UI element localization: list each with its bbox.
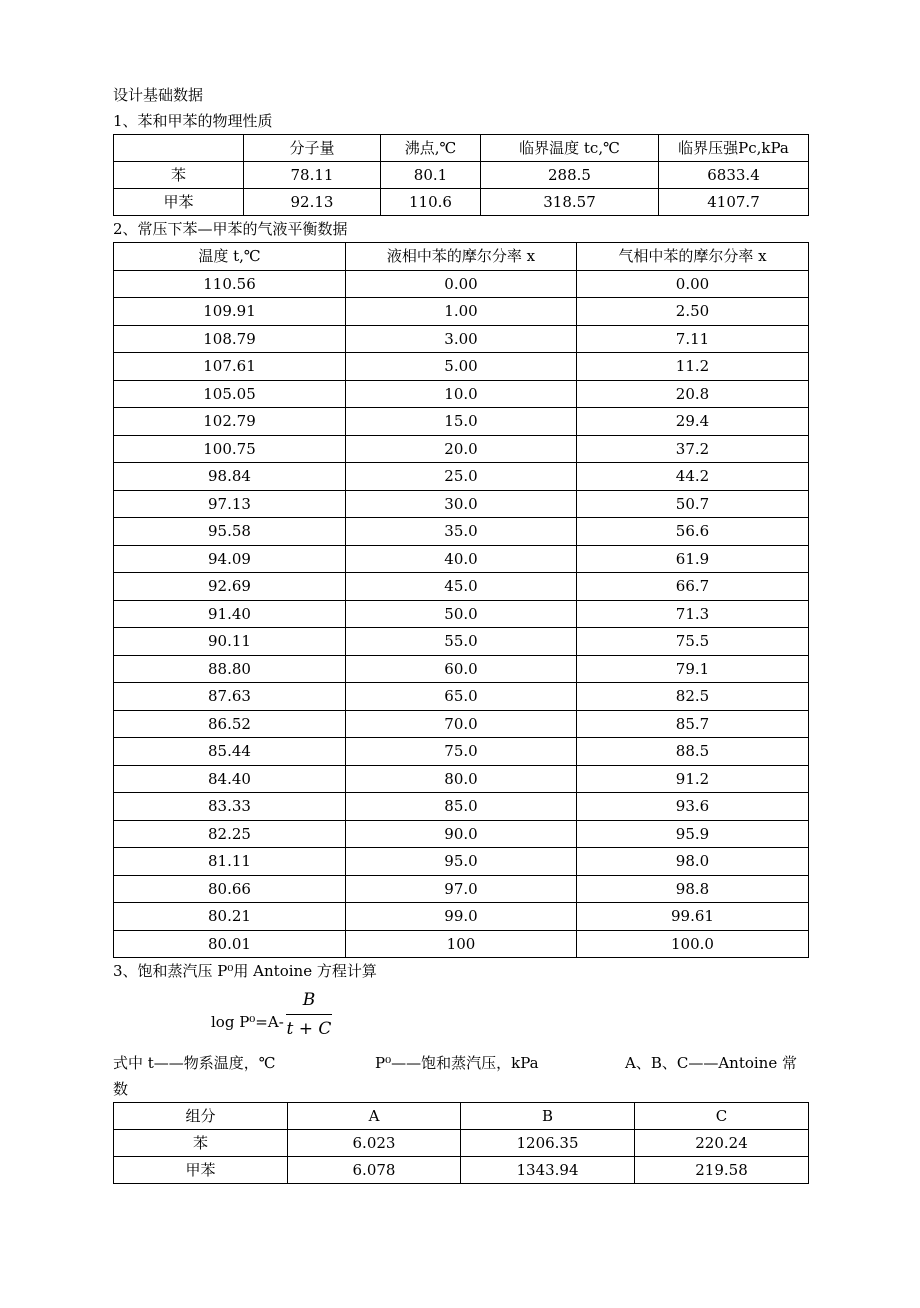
table-header-cell: 气相中苯的摩尔分率 x [577, 243, 809, 271]
formula-legend [113, 1050, 808, 1076]
table-cell: 6833.4 [659, 162, 809, 189]
table-row [114, 545, 809, 573]
legend-t: 式中 t——物系温度，℃ [113, 1054, 276, 1072]
table-cell: 81.11 [114, 848, 346, 876]
table-row [114, 573, 809, 601]
table-cell: 甲苯 [114, 189, 244, 216]
table-header-cell: 液相中苯的摩尔分率 x [346, 243, 577, 271]
section-2-title: 2、常压下苯—甲苯的气液平衡数据 [113, 220, 348, 238]
table-cell: 30.0 [346, 490, 577, 518]
table-cell: 11.2 [577, 353, 809, 381]
table-cell: 99.61 [577, 903, 809, 931]
table-cell: 107.61 [114, 353, 346, 381]
table-cell: 71.3 [577, 600, 809, 628]
table-cell: 50.7 [577, 490, 809, 518]
table-cell: 97.13 [114, 490, 346, 518]
table-cell: 90.11 [114, 628, 346, 656]
table-cell: 219.58 [635, 1157, 809, 1184]
table-header-cell: 临界温度 tc,℃ [481, 135, 659, 162]
table-cell: 86.52 [114, 710, 346, 738]
table-row [114, 408, 809, 436]
table-cell: 0.00 [577, 270, 809, 298]
section-3-title: 3、饱和蒸汽压 P⁰用 Antoine 方程计算 [113, 962, 377, 980]
table-cell: 95.9 [577, 820, 809, 848]
table-cell: 99.0 [346, 903, 577, 931]
table-row [114, 189, 809, 216]
table-cell: 318.57 [481, 189, 659, 216]
table-row [114, 655, 809, 683]
table-row [114, 738, 809, 766]
table-cell: 50.0 [346, 600, 577, 628]
table-cell: 82.25 [114, 820, 346, 848]
table-row [114, 380, 809, 408]
table-cell: 6.023 [288, 1130, 461, 1157]
table-header-cell: 分子量 [244, 135, 381, 162]
table-cell: 88.80 [114, 655, 346, 683]
table-cell: 甲苯 [114, 1157, 288, 1184]
table-cell: 98.84 [114, 463, 346, 491]
table-row [114, 490, 809, 518]
table-header-cell: A [288, 1103, 461, 1130]
table-header-cell: C [635, 1103, 809, 1130]
table-cell: 20.0 [346, 435, 577, 463]
formula-denominator: t + C [286, 1019, 332, 1039]
table-cell: 56.6 [577, 518, 809, 546]
table-row [114, 270, 809, 298]
table-cell: 90.0 [346, 820, 577, 848]
table-row [114, 353, 809, 381]
table-header-cell: B [461, 1103, 635, 1130]
table-row [114, 1130, 809, 1157]
table-row [114, 875, 809, 903]
document-heading: 设计基础数据 [113, 86, 204, 104]
table-cell: 苯 [114, 162, 244, 189]
table-cell: 20.8 [577, 380, 809, 408]
table-cell: 44.2 [577, 463, 809, 491]
table-cell: 83.33 [114, 793, 346, 821]
table-cell: 85.44 [114, 738, 346, 766]
table-cell: 91.2 [577, 765, 809, 793]
table-cell: 84.40 [114, 765, 346, 793]
table-cell: 25.0 [346, 463, 577, 491]
table-cell: 80.21 [114, 903, 346, 931]
formula-fraction [286, 986, 332, 1043]
table-cell: 79.1 [577, 655, 809, 683]
table-cell: 82.5 [577, 683, 809, 711]
table-cell: 2.50 [577, 298, 809, 326]
table-cell: 91.40 [114, 600, 346, 628]
table-header-cell: 温度 t,℃ [114, 243, 346, 271]
table-row [114, 628, 809, 656]
table-cell: 110.56 [114, 270, 346, 298]
table-cell: 45.0 [346, 573, 577, 601]
table-cell: 60.0 [346, 655, 577, 683]
formula-numerator: B [286, 986, 332, 1015]
table-row [114, 793, 809, 821]
table-row [114, 848, 809, 876]
antoine-formula [113, 984, 808, 1050]
table-cell: 75.5 [577, 628, 809, 656]
table-cell: 65.0 [346, 683, 577, 711]
table-cell: 108.79 [114, 325, 346, 353]
table-row [114, 518, 809, 546]
table-cell: 87.63 [114, 683, 346, 711]
table-cell: 75.0 [346, 738, 577, 766]
table-cell: 10.0 [346, 380, 577, 408]
table-cell: 78.11 [244, 162, 381, 189]
table-row [114, 463, 809, 491]
table-cell: 100.75 [114, 435, 346, 463]
table-cell: 37.2 [577, 435, 809, 463]
physical-properties-table [113, 134, 809, 216]
table-cell: 29.4 [577, 408, 809, 436]
table-cell: 1206.35 [461, 1130, 635, 1157]
table-cell: 4107.7 [659, 189, 809, 216]
table-cell: 100.0 [577, 930, 809, 958]
table-row [114, 683, 809, 711]
table-cell: 92.13 [244, 189, 381, 216]
table-cell: 85.7 [577, 710, 809, 738]
table-cell: 93.6 [577, 793, 809, 821]
table-cell: 80.1 [381, 162, 481, 189]
table-row [114, 765, 809, 793]
table-row [114, 903, 809, 931]
section-1-title: 1、苯和甲苯的物理性质 [113, 112, 273, 130]
table-cell: 3.00 [346, 325, 577, 353]
table-cell: 220.24 [635, 1130, 809, 1157]
table-cell: 97.0 [346, 875, 577, 903]
table-cell: 15.0 [346, 408, 577, 436]
table-header-row [114, 135, 809, 162]
table-cell: 7.11 [577, 325, 809, 353]
table-cell: 98.0 [577, 848, 809, 876]
table-cell: 66.7 [577, 573, 809, 601]
table-cell: 88.5 [577, 738, 809, 766]
document-page [113, 82, 808, 1184]
table-cell: 105.05 [114, 380, 346, 408]
table-cell: 100 [346, 930, 577, 958]
table-header-cell [114, 135, 244, 162]
formula-lhs: log P⁰=A- [211, 1013, 284, 1031]
table-cell: 1343.94 [461, 1157, 635, 1184]
table-cell: 80.0 [346, 765, 577, 793]
table-cell: 6.078 [288, 1157, 461, 1184]
table-cell: 80.01 [114, 930, 346, 958]
vle-data-table [113, 242, 809, 958]
table-cell: 95.58 [114, 518, 346, 546]
table-cell: 苯 [114, 1130, 288, 1157]
table-row [114, 710, 809, 738]
table-header-row [114, 243, 809, 271]
table-cell: 0.00 [346, 270, 577, 298]
table-row [114, 1157, 809, 1184]
table-row [114, 820, 809, 848]
table-row [114, 298, 809, 326]
table-cell: 95.0 [346, 848, 577, 876]
table-cell: 35.0 [346, 518, 577, 546]
table-header-cell: 沸点,℃ [381, 135, 481, 162]
table-row [114, 600, 809, 628]
table-row [114, 930, 809, 958]
table-cell: 40.0 [346, 545, 577, 573]
legend-p0: P⁰——饱和蒸汽压，kPa [375, 1054, 539, 1072]
table-row [114, 435, 809, 463]
table-header-cell: 组分 [114, 1103, 288, 1130]
legend-continuation: 数 [113, 1080, 129, 1098]
antoine-constants-table [113, 1102, 809, 1184]
table-cell: 70.0 [346, 710, 577, 738]
table-cell: 5.00 [346, 353, 577, 381]
table-header-row [114, 1103, 809, 1130]
table-cell: 61.9 [577, 545, 809, 573]
table-cell: 109.91 [114, 298, 346, 326]
table-cell: 80.66 [114, 875, 346, 903]
table-row [114, 325, 809, 353]
table-cell: 94.09 [114, 545, 346, 573]
table-cell: 55.0 [346, 628, 577, 656]
table-cell: 102.79 [114, 408, 346, 436]
table-cell: 1.00 [346, 298, 577, 326]
table-cell: 85.0 [346, 793, 577, 821]
legend-abc: A、B、C——Antoine 常 [625, 1054, 797, 1072]
table-cell: 98.8 [577, 875, 809, 903]
table-header-cell: 临界压强Pc,kPa [659, 135, 809, 162]
table-cell: 110.6 [381, 189, 481, 216]
table-row [114, 162, 809, 189]
table-cell: 288.5 [481, 162, 659, 189]
table-cell: 92.69 [114, 573, 346, 601]
